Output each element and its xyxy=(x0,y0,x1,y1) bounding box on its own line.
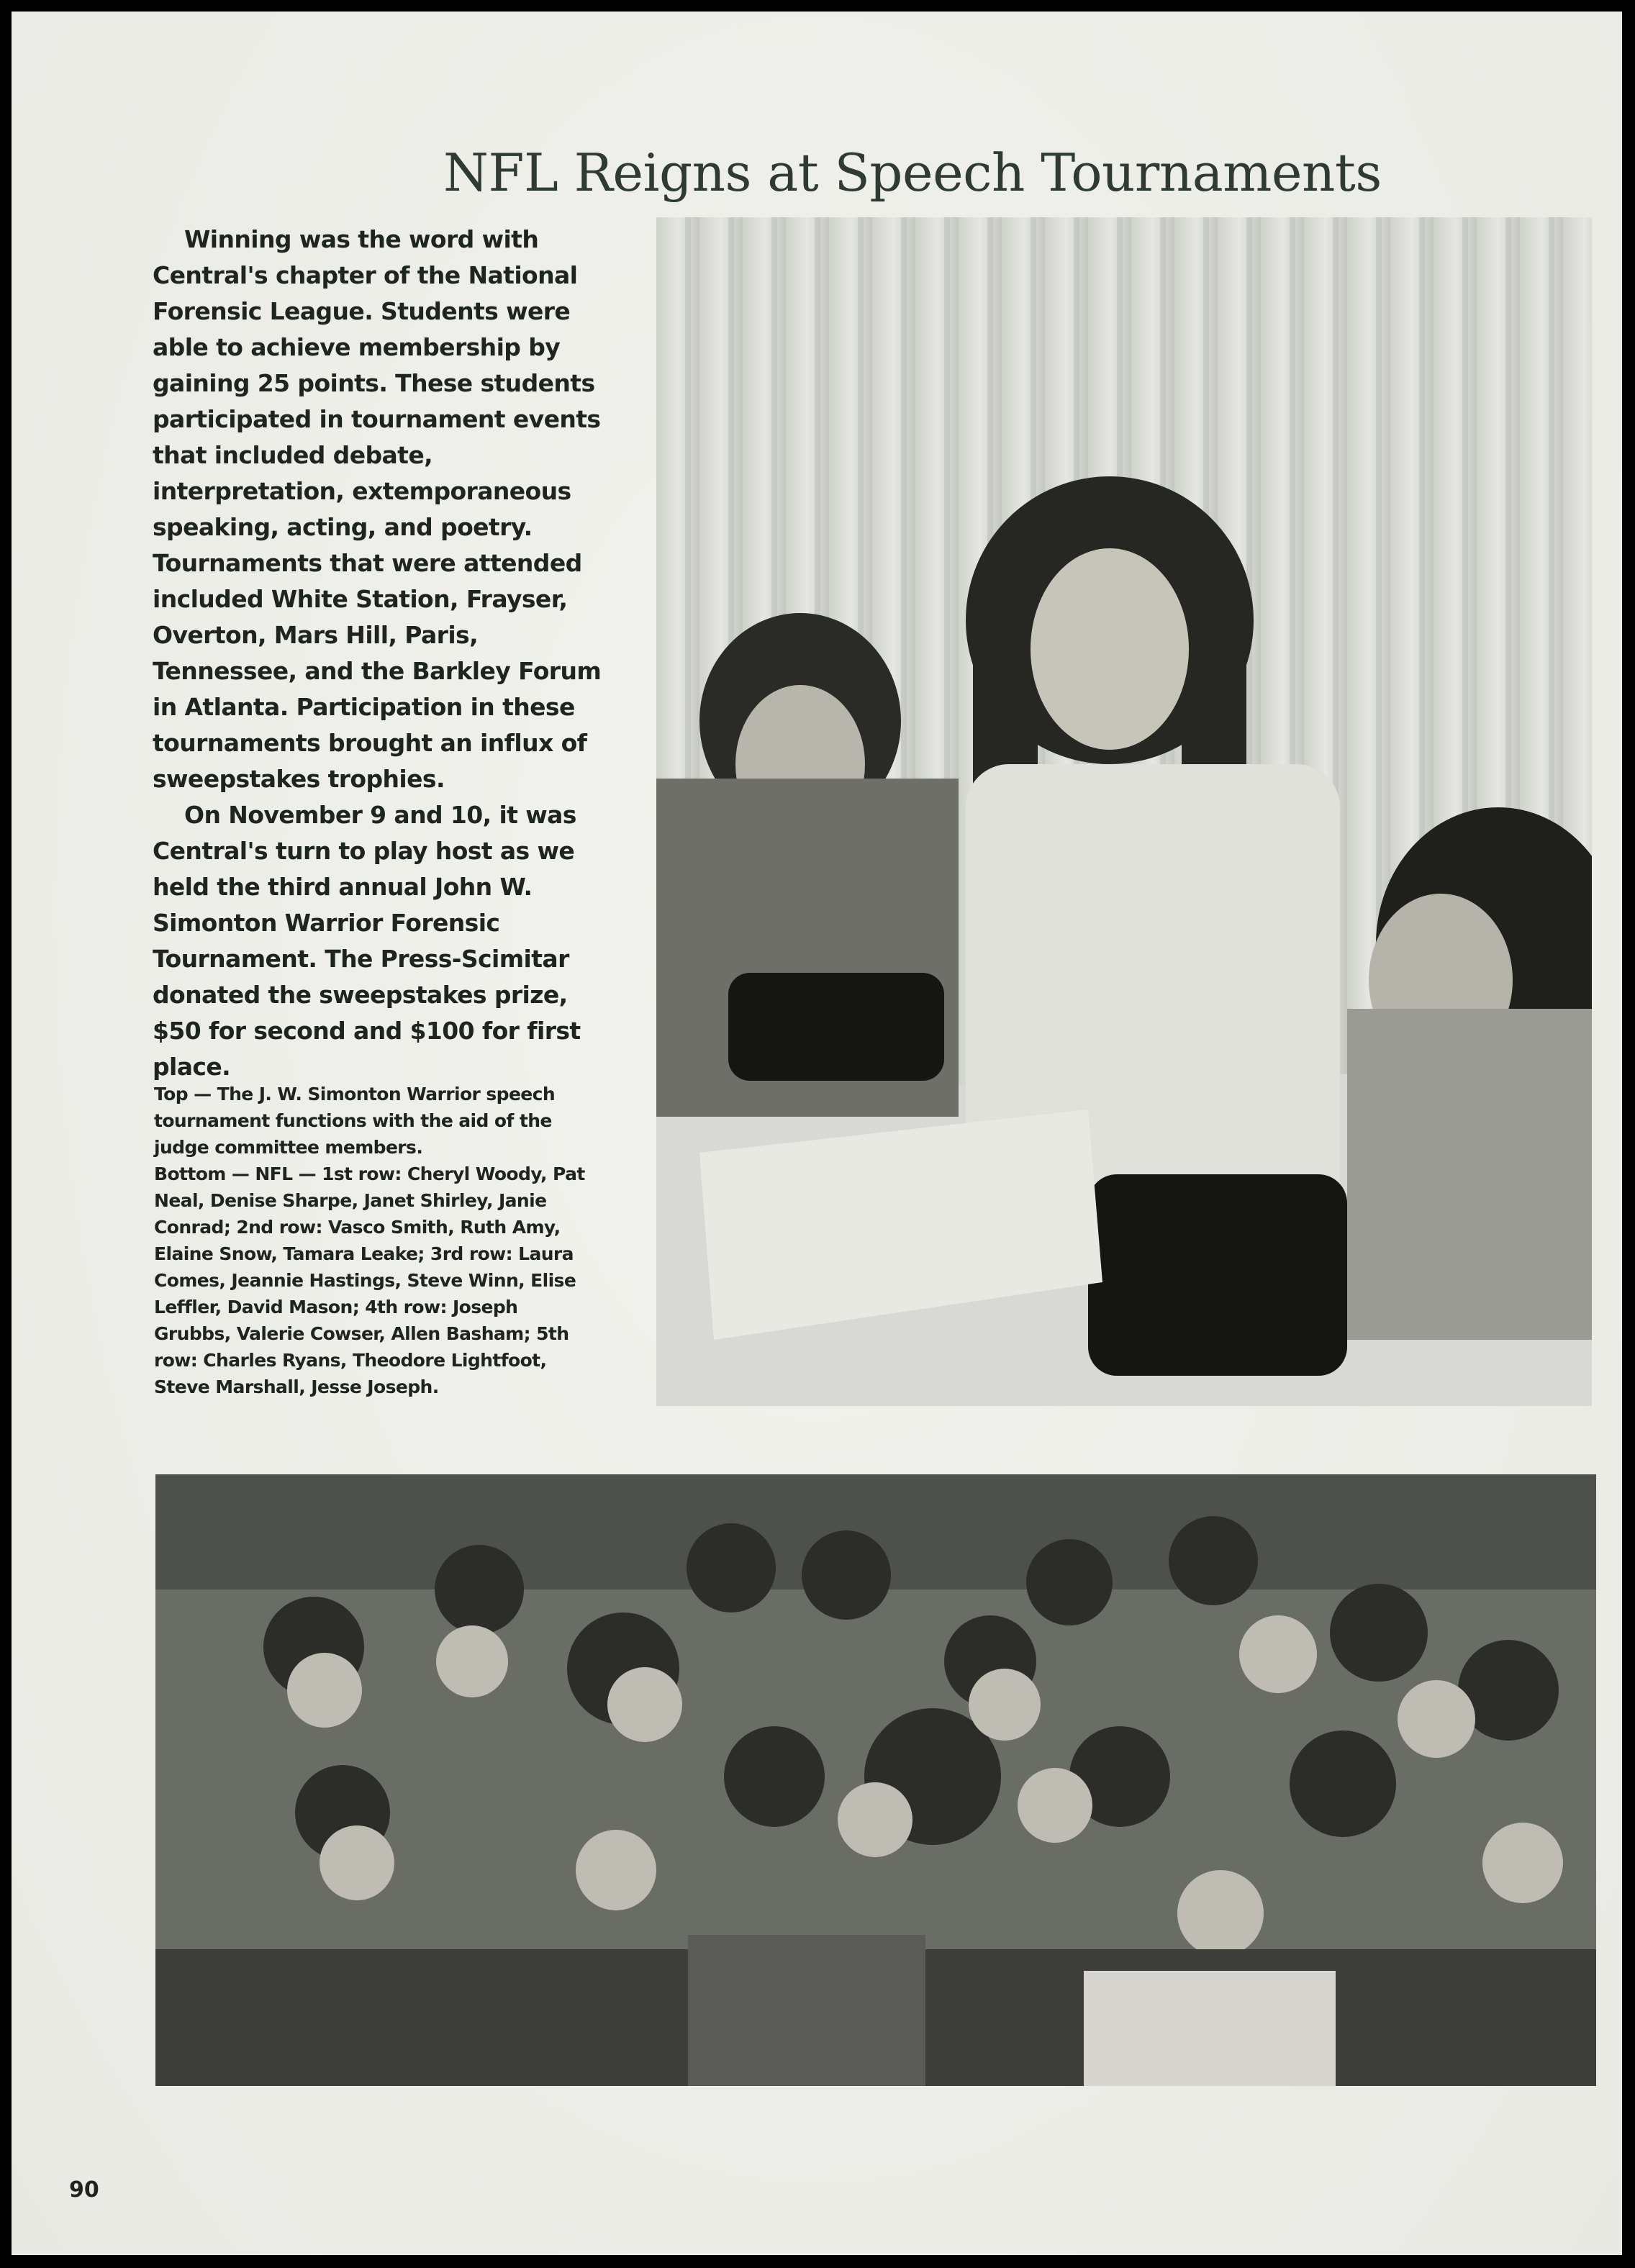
article-paragraph-1: Winning was the word with Central's chapter of the National Forensic League. Students were able to achieve membership by gaining 25 points. These students participated in tournament events that included debate, interpretation, extemporaneous speaking, acting, and poetry. Tournaments that were attended included White Station, Frayser, Overton, Mars Hill, Paris, Tennessee, and the Barkley Forum in Atlanta. Participation in these tournaments brought an influx of sweepstakes trophies. xyxy=(153,225,602,793)
page-number: 90 xyxy=(69,2177,99,2203)
caption-bottom-photo: Bottom — NFL — 1st row: Cheryl Woody, Pat Neal, Denise Sharpe, Janet Shirley, Janie Conrad; 2nd row: Vasco Smith, Ruth Amy, Elaine Snow, Tamara Leake; 3rd row: Laura Comes, Jeannie Hastings, Steve Winn, Elise Leffler, David Mason; 4th row: Joseph Grubbs, Valerie Cowser, Allen Basham; 5th row: Charles Ryans, Theodore Lightfoot, Steve Marshall, Jesse Joseph. xyxy=(154,1164,585,1397)
photo-captions xyxy=(154,1081,593,1400)
article-paragraph-2: On November 9 and 10, it was Central's turn to play host as we held the third annual John W. Simonton Warrior Forensic Tournament. The Press-Scimitar donated the sweepstakes prize, $50 for second and $100 for first place. xyxy=(153,801,581,1081)
yearbook-page xyxy=(12,12,1622,2255)
nfl-group-image xyxy=(155,1474,1596,2086)
article-body xyxy=(153,222,613,1085)
judges-telephone-image xyxy=(656,217,1592,1406)
caption-top-photo: Top — The J. W. Simonton Warrior speech tournament functions with the aid of the judge committee members. xyxy=(154,1084,556,1158)
nfl-group-photo xyxy=(155,1474,1596,2086)
judges-telephone-photo xyxy=(656,217,1592,1406)
page-title: NFL Reigns at Speech Tournaments xyxy=(443,142,1382,203)
